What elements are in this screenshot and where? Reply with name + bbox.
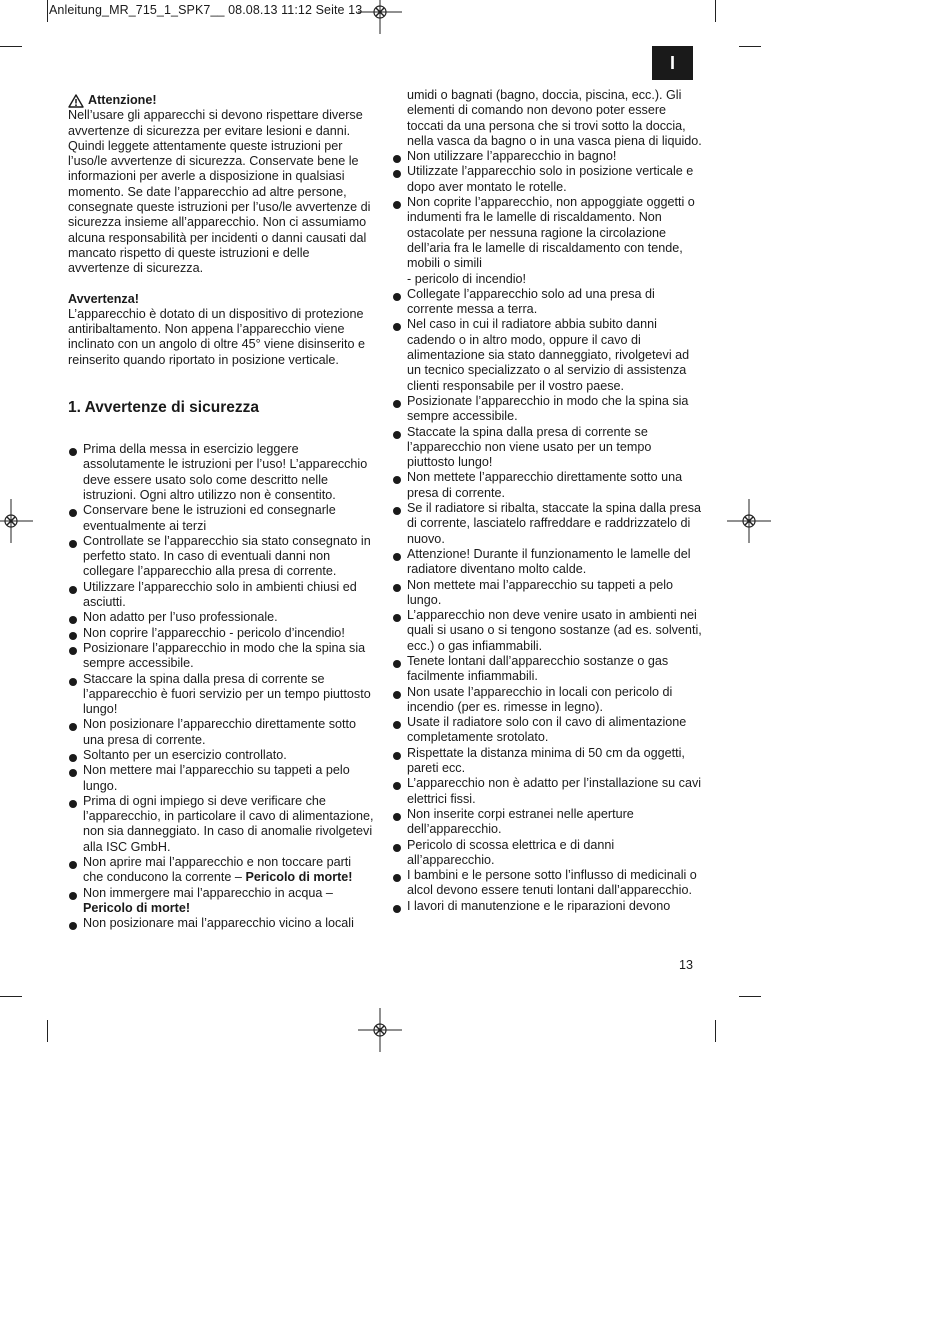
list-item: Non inserite corpi estranei nelle aperture dell’apparecchio. (392, 807, 702, 838)
list-item: Staccate la spina dalla presa di corrente se l’apparecchio non viene usato per un tempo piuttosto lungo! (392, 425, 702, 471)
danger-emphasis: Pericolo di morte! (245, 870, 353, 885)
page-number: 13 (679, 958, 694, 972)
list-item: Usate il radiatore solo con il cavo di alimentazione completamente srotolato. (392, 715, 702, 746)
list-item: I bambini e le persone sotto l’influsso di medicinali o alcol devono essere tenuti lontani dall’apparecchio. (392, 868, 702, 899)
list-item: Attenzione! Durante il funzionamento le lamelle del radiatore diventano molto calde. (392, 547, 702, 578)
warning-paragraph: L’apparecchio è dotato di un dispositivo di protezione antiribaltamento. Non appena l’apparecchio viene inclinato con un angolo di oltre 45° viene disinserito e reinserito quando riportato in posizione verticale. (68, 306, 365, 367)
print-slug: Anleitung_MR_715_1_SPK7__ 08.08.13 11:12 Seite 13 (49, 3, 363, 17)
list-item: Prima di ogni impiego si deve verificare che l’apparecchio, in particolare il cavo di alimentazione, non sia danneggiato. In caso di anomalie rivolgetevi alla ISC GmbH. (68, 794, 374, 855)
list-item: Conservare bene le istruzioni ed consegnarle eventualmente ai terzi (68, 503, 374, 534)
safety-list-right (392, 88, 702, 914)
list-item-text: Non immergere mai l’apparecchio in acqua – (83, 885, 333, 900)
list-item: L’apparecchio non deve venire usato in ambienti nei quali si usano o si tengono sostanze (ad es. solventi, ecc.) o gas infiammabili. (392, 608, 702, 654)
crop-mark (715, 1020, 716, 1042)
section-title: 1. Avvertenze di sicurezza (68, 399, 259, 417)
list-item: Controllate se l’apparecchio sia stato consegnato in perfetto stato. In caso di eventuali danni non collegare l’apparecchio alla presa di corrente. (68, 534, 374, 580)
list-item-text: Non coprite l’apparecchio, non appoggiate oggetti o indumenti fra le lamelle di riscaldamento. Non ostacolate per nessuna ragione la circolazione dell’aria fra le lamelle di riscaldamento con tende, mobili o simili (407, 195, 695, 271)
list-item: Non coprire l’apparecchio - pericolo d’incendio! (68, 626, 374, 641)
list-item: Soltanto per un esercizio controllato. (68, 748, 374, 763)
list-item-continuation: umidi o bagnati (bagno, doccia, piscina, ecc.). Gli elementi di comando non devono poter essere toccati da una persona che si trovi sotto la doccia, nella vasca da bagno o in una vasca piena di liquido. (407, 88, 702, 148)
attention-heading (68, 93, 374, 108)
list-item: Nel caso in cui il radiatore abbia subito danni cadendo o in altro modo, oppure il cavo di alimentazione sia stato danneggiato, rivolgetevi ad un tecnico specializzato o al servizio di assistenza clienti responsabile per il vostro paese. (392, 317, 702, 393)
left-column (68, 93, 374, 932)
crop-mark (739, 996, 761, 997)
crop-mark (739, 46, 761, 47)
list-item: Prima della messa in esercizio leggere assolutamente le istruzioni per l’uso! L’apparecchio deve essere usato solo come descritto nelle istruzioni. Ogni altro utilizzo non è consentito. (68, 442, 374, 503)
list-item: Utilizzare l’apparecchio solo in ambienti chiusi ed asciutti. (68, 580, 374, 611)
right-column (392, 88, 702, 914)
list-item: Posizionare l’apparecchio in modo che la spina sia sempre accessibile. (68, 641, 374, 672)
list-item (68, 886, 374, 917)
list-item: Rispettate la distanza minima di 50 cm da oggetti, pareti ecc. (392, 746, 702, 777)
crop-mark (47, 1020, 48, 1042)
list-item: Posizionate l’apparecchio in modo che la spina sia sempre accessibile. (392, 394, 702, 425)
fire-note: - pericolo di incendio! (407, 271, 527, 286)
registration-mark-icon (358, 0, 402, 34)
list-item: Non posizionare mai l’apparecchio vicino a locali (68, 916, 374, 931)
list-item: Non usate l’apparecchio in locali con pericolo di incendio (per es. rimesse in legno). (392, 685, 702, 716)
list-item: Non adatto per l’uso professionale. (68, 610, 374, 625)
registration-mark-icon (727, 499, 771, 543)
list-item (68, 855, 374, 886)
warning-heading: Avvertenza! (68, 291, 139, 306)
list-item: Non posizionare l’apparecchio direttamente sotto una presa di corrente. (68, 717, 374, 748)
safety-list-left (68, 442, 374, 932)
danger-emphasis: Pericolo di morte! (83, 900, 191, 915)
crop-mark (715, 0, 716, 22)
attention-paragraph: Nell’usare gli apparecchi si devono rispettare diverse avvertenze di sicurezza per evitare lesioni e danni. Quindi leggete attentamente queste istruzioni per l’uso/le avvertenze di sicurezza. Conservate bene le informazioni per averle a disposizione in qualsiasi momento. Se date l’apparecchio ad altre persone, consegnate queste istruzioni per l’uso/le avvertenze di sicurezza insieme all’apparecchio. Non ci assumiamo alcuna responsabilità per incidenti o danni causati dal mancato rispetto di queste istruzioni e delle avvertenze di sicurezza. (68, 108, 371, 276)
language-tab: I (652, 46, 693, 80)
list-item: Staccare la spina dalla presa di corrente se l’apparecchio è fuori servizio per un tempo piuttosto lungo! (68, 672, 374, 718)
list-item: Non mettete l’apparecchio direttamente sotto una presa di corrente. (392, 470, 702, 501)
list-item: Tenete lontani dall’apparecchio sostanze o gas facilmente infiammabili. (392, 654, 702, 685)
list-item: I lavori di manutenzione e le riparazioni devono (392, 899, 702, 914)
list-item: Utilizzate l’apparecchio solo in posizione verticale e dopo aver montato le rotelle. (392, 164, 702, 195)
list-item (392, 195, 702, 287)
crop-mark (0, 996, 22, 997)
registration-mark-icon (358, 1008, 402, 1052)
list-item: Se il radiatore si ribalta, staccate la spina dalla presa di corrente, lasciatelo raffreddare e raddrizzatelo di nuovo. (392, 501, 702, 547)
warning-triangle-icon (68, 94, 84, 108)
list-item-text: Non aprire mai l’apparecchio e non toccare parti che conducono la corrente – (83, 855, 352, 885)
list-item: Collegate l’apparecchio solo ad una presa di corrente messa a terra. (392, 287, 702, 318)
list-item: L’apparecchio non è adatto per l’installazione su cavi elettrici fissi. (392, 776, 702, 807)
registration-mark-icon (0, 499, 33, 543)
list-item: Pericolo di scossa elettrica e di danni all’apparecchio. (392, 838, 702, 869)
crop-mark (0, 46, 22, 47)
list-item: Non utilizzare l’apparecchio in bagno! (392, 149, 702, 164)
list-item: Non mettere mai l’apparecchio su tappeti a pelo lungo. (68, 763, 374, 794)
attention-heading-label: Attenzione! (88, 93, 157, 107)
crop-mark (47, 0, 48, 22)
list-item: Non mettete mai l’apparecchio su tappeti a pelo lungo. (392, 578, 702, 609)
